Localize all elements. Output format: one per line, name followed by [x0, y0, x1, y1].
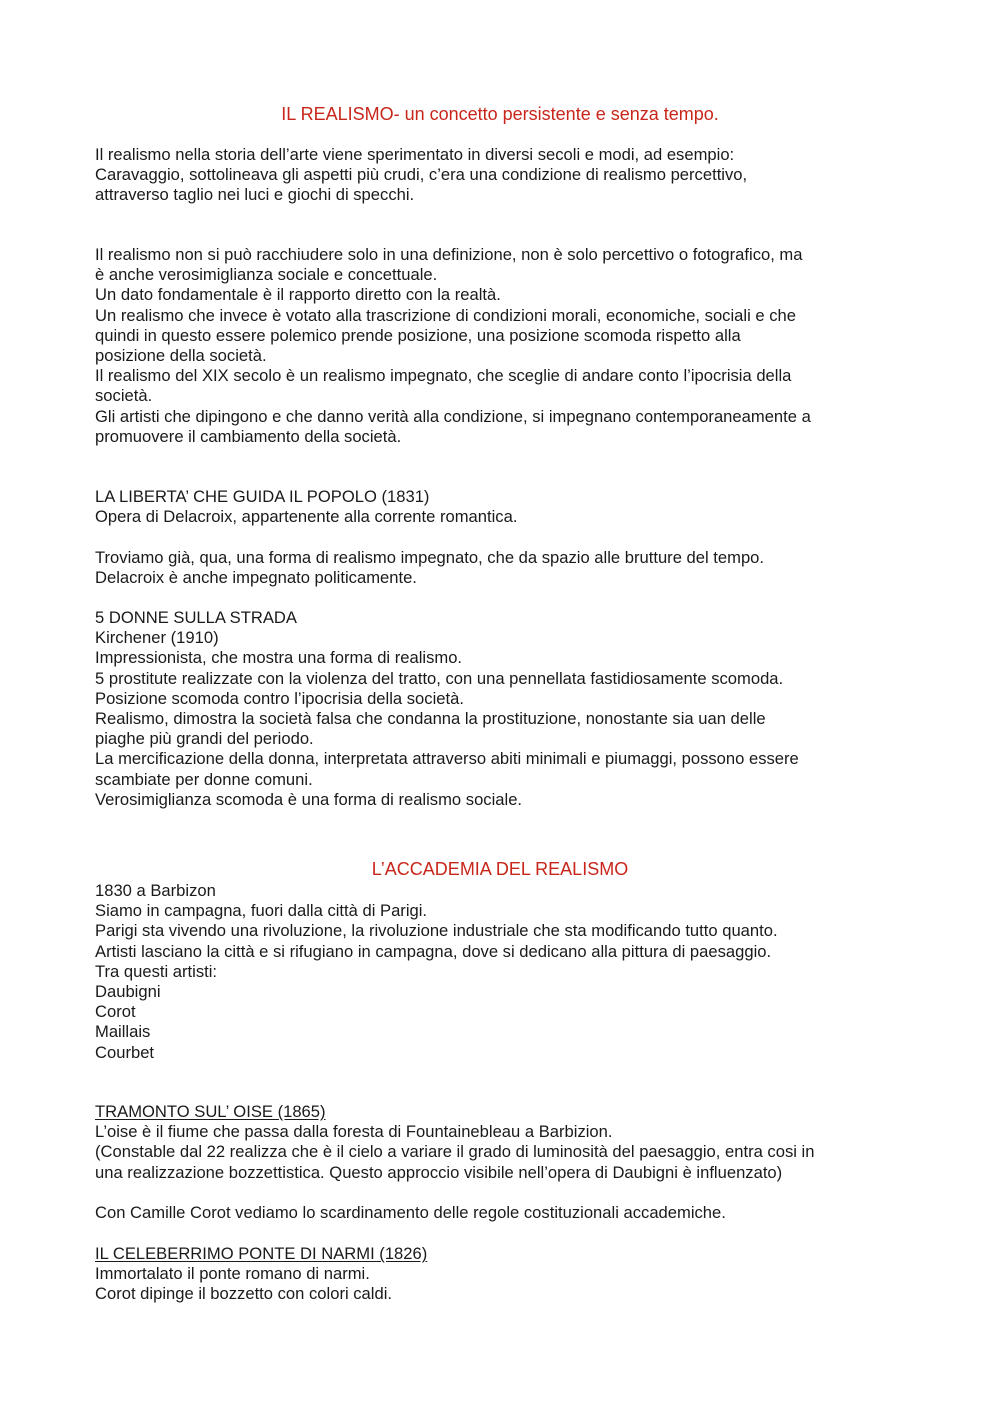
text-line: Il realismo del XIX secolo è un realismo impegnato, che sceglie di andare conto l’ipocrisia della	[95, 366, 792, 386]
text-line: scambiate per donne comuni.	[95, 769, 313, 789]
text-line: (Constable dal 22 realizza che è il cielo a variare il grado di luminosità del paesaggio, entra cosi in	[95, 1142, 815, 1162]
artist-name: Courbet	[95, 1042, 155, 1062]
text-line: Kirchener (1910)	[95, 628, 219, 648]
text-line: Gli artisti che dipingono e che danno verità alla condizione, si impegnano contemporaneamente a	[95, 406, 811, 426]
text-line: Delacroix è anche impegnato politicamente.	[95, 568, 417, 588]
text-line: Il realismo non si può racchiudere solo in una definizione, non è solo percettivo o fotografico, ma	[95, 245, 803, 264]
text-line: 5 prostitute realizzate con la violenza del tratto, con una pennellata fastidiosamente scomoda.	[95, 668, 784, 688]
text-line: una realizzazione bozzettistica. Questo approccio visibile nell’opera di Daubigni è influenzato)	[95, 1162, 783, 1182]
text-line: Realismo, dimostra la società falsa che condanna la prostituzione, nonostante sia uan delle	[95, 709, 766, 729]
text-line: Il realismo nella storia dell’arte viene sperimentato in diversi secoli e modi, ad esempio:	[95, 145, 735, 164]
artist-name: Maillais	[95, 1022, 151, 1042]
text-line: Corot dipinge il bozzetto con colori caldi.	[95, 1284, 393, 1304]
page-title: IL REALISMO- un concetto persistente e senza tempo.	[281, 104, 719, 124]
text-line: promuovere il cambiamento della società.	[95, 426, 402, 446]
text-line: quindi in questo essere polemico prende posizione, una posizione scomoda rispetto alla	[95, 325, 741, 345]
text-line: La mercificazione della donna, interpretata attraverso abiti minimali e piumaggi, possono essere	[95, 749, 799, 769]
artwork-heading: TRAMONTO SUL’ OISE (1865)	[95, 1102, 326, 1121]
artist-name: Corot	[95, 1002, 136, 1022]
donne-section	[95, 608, 915, 810]
text-line: Un realismo che invece è votato alla trascrizione di condizioni morali, economiche, sociali e che	[95, 305, 796, 325]
text-line: Artisti lasciano la città e si rifugiano in campagna, dove si dedicano alla pittura di paesaggio.	[95, 941, 772, 961]
text-line: Parigi sta vivendo una rivoluzione, la rivoluzione industriale che sta modificando tutto quanto.	[95, 921, 778, 941]
ponte-section	[95, 1244, 915, 1305]
barbizon-section	[95, 881, 915, 1063]
text-line: Siamo in campagna, fuori dalla città di Parigi.	[95, 901, 428, 921]
text-line: posizione della società.	[95, 346, 267, 366]
tramonto-section	[95, 1102, 915, 1183]
artwork-heading: IL CELEBERRIMO PONTE DI NARMI (1826)	[95, 1244, 428, 1263]
text-line: Impressionista, che mostra una forma di realismo.	[95, 648, 463, 668]
text-line: Un dato fondamentale è il rapporto diretto con la realtà.	[95, 285, 501, 305]
artist-name: Daubigni	[95, 982, 161, 1002]
troviamo-paragraph	[95, 548, 915, 588]
liberta-section	[95, 487, 915, 527]
intro-paragraph	[95, 145, 915, 206]
text-line: Verosimiglianza scomoda è una forma di realismo sociale.	[95, 789, 523, 809]
text-line: Immortalato il ponte romano di narmi.	[95, 1264, 370, 1284]
artwork-heading: 5 DONNE SULLA STRADA	[95, 608, 297, 627]
text-line: Tra questi artisti:	[95, 961, 218, 981]
text-line: Posizione scomoda contro l’ipocrisia della società.	[95, 688, 464, 708]
text-line: L’oise è il fiume che passa dalla foresta di Fountainebleau a Barbizion.	[95, 1122, 613, 1142]
text-line: società.	[95, 386, 153, 406]
text-line: 1830 a Barbizon	[95, 881, 216, 900]
text-line: Caravaggio, sottolineava gli aspetti più crudi, c’era una condizione di realismo percettivo,	[95, 165, 748, 185]
text-line: è anche verosimiglianza sociale e concettuale.	[95, 265, 438, 285]
section-title: L’ACCADEMIA DEL REALISMO	[371, 859, 629, 879]
text-line: attraverso taglio nei luci e giochi di specchi.	[95, 185, 415, 205]
text-line: Troviamo già, qua, una forma di realismo impegnato, che da spazio alle brutture del tempo.	[95, 548, 765, 567]
text-line: Con Camille Corot vediamo lo scardinamento delle regole costituzionali accademiche.	[95, 1203, 726, 1222]
corot-paragraph	[95, 1203, 915, 1223]
definition-paragraph	[95, 245, 915, 447]
artwork-heading: LA LIBERTA’ CHE GUIDA IL POPOLO (1831)	[95, 487, 430, 506]
text-line: piaghe più grandi del periodo.	[95, 729, 314, 749]
text-line: Opera di Delacroix, appartenente alla corrente romantica.	[95, 507, 518, 527]
